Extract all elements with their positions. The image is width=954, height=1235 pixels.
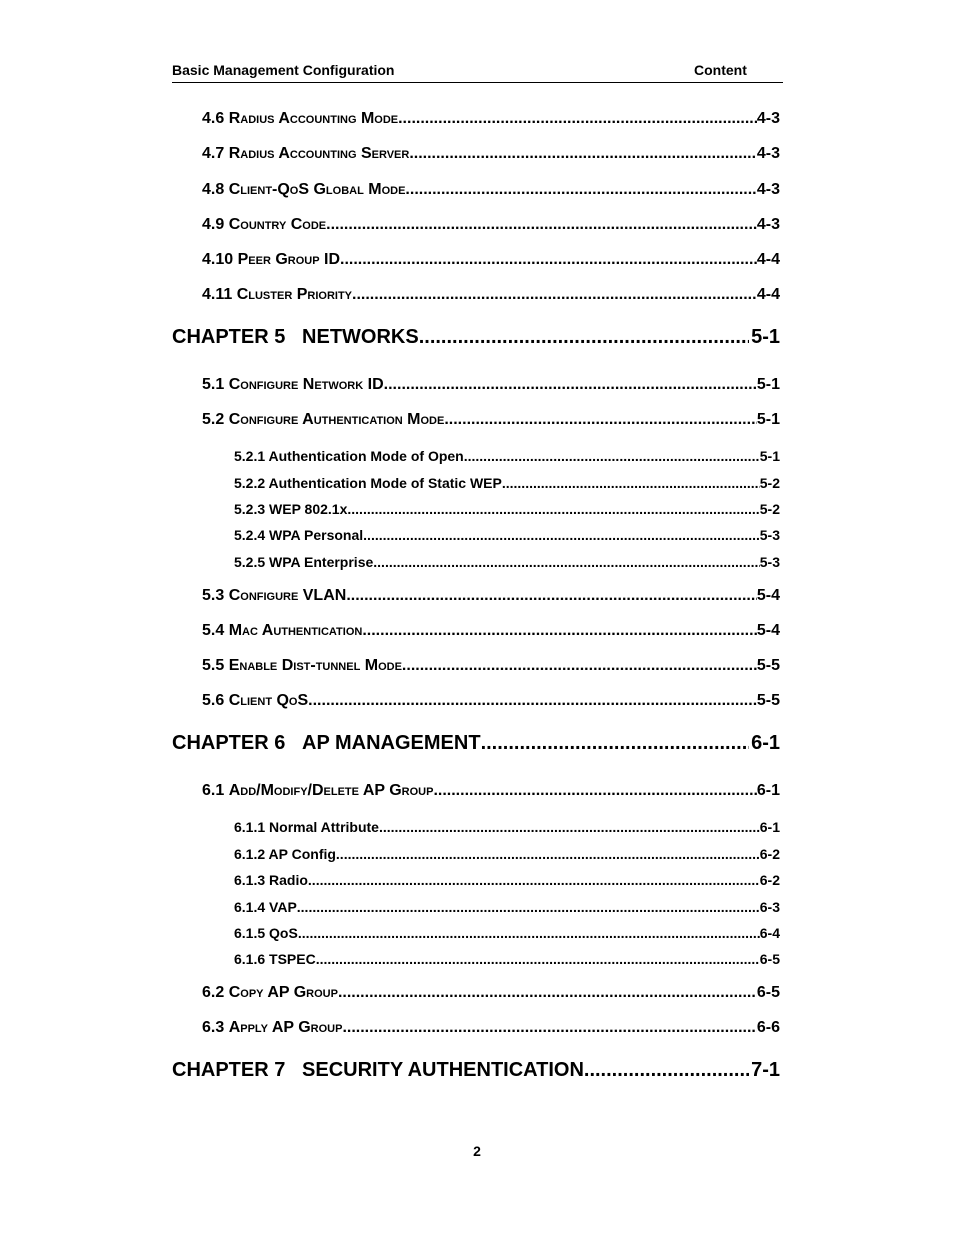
toc-subentry[interactable]: 6.1.1 Normal Attribute ..... 6-1 xyxy=(234,819,780,835)
toc-entry[interactable]: 5.4 Mac Authentication ..... 5-4 xyxy=(202,622,780,640)
toc-entry[interactable]: 4.9 Country Code ..... 4-3 xyxy=(202,216,780,234)
page-number: 2 xyxy=(473,1143,481,1159)
toc-chapter[interactable]: CHAPTER 6 AP MANAGEMENT ..... 6-1 xyxy=(172,732,780,755)
toc-subentry[interactable]: 5.2.5 WPA Enterprise ..... 5-3 xyxy=(234,554,780,570)
toc-subentry[interactable]: 5.2.2 Authentication Mode of Static WEP ..... 5-2 xyxy=(234,475,780,491)
toc-entry[interactable]: 4.6 Radius Accounting Mode ..... 4-3 xyxy=(202,110,780,128)
toc-entry[interactable]: 4.10 Peer Group ID ..... 4-4 xyxy=(202,251,780,269)
toc-entry[interactable]: 5.6 Client QoS ..... 5-5 xyxy=(202,692,780,710)
page-header xyxy=(172,61,783,83)
toc-subentry[interactable]: 6.1.6 TSPEC ..... 6-5 xyxy=(234,951,780,967)
toc-subentry[interactable]: 6.1.3 Radio ..... 6-2 xyxy=(234,872,780,888)
toc-chapter[interactable]: CHAPTER 5 NETWORKS ..... 5-1 xyxy=(172,326,780,349)
toc-entry[interactable]: 6.2 Copy AP Group ..... 6-5 xyxy=(202,984,780,1002)
header-section: Content xyxy=(694,62,747,78)
toc-subentry[interactable]: 5.2.3 WEP 802.1x ..... 5-2 xyxy=(234,501,780,517)
toc-subentry[interactable]: 6.1.5 QoS ..... 6-4 xyxy=(234,925,780,941)
toc-entry[interactable]: 4.8 Client-QoS Global Mode ..... 4-3 xyxy=(202,181,780,199)
header-title: Basic Management Configuration xyxy=(172,62,395,78)
toc-entry[interactable]: 5.5 Enable Dist-tunnel Mode ..... 5-5 xyxy=(202,657,780,675)
toc-chapter[interactable]: CHAPTER 7 SECURITY AUTHENTICATION ..... 7-1 xyxy=(172,1059,780,1082)
toc-entry[interactable]: 6.3 Apply AP Group ..... 6-6 xyxy=(202,1019,780,1037)
toc-entry[interactable]: 5.1 Configure Network ID ..... 5-1 xyxy=(202,376,780,394)
toc-entry[interactable]: 5.2 Configure Authentication Mode ..... 5-1 xyxy=(202,411,780,429)
toc-entry[interactable]: 4.7 Radius Accounting Server ..... 4-3 xyxy=(202,145,780,163)
toc-subentry[interactable]: 6.1.2 AP Config ..... 6-2 xyxy=(234,846,780,862)
toc-entry[interactable]: 5.3 Configure VLAN ..... 5-4 xyxy=(202,587,780,605)
toc-subentry[interactable]: 6.1.4 VAP ..... 6-3 xyxy=(234,899,780,915)
toc-subentry[interactable]: 5.2.4 WPA Personal ..... 5-3 xyxy=(234,527,780,543)
toc-entry[interactable]: 4.11 Cluster Priority ..... 4-4 xyxy=(202,286,780,304)
toc-entry[interactable]: 6.1 Add/Modify/Delete AP Group ..... 6-1 xyxy=(202,782,780,800)
toc-subentry[interactable]: 5.2.1 Authentication Mode of Open ..... 5-1 xyxy=(234,448,780,464)
